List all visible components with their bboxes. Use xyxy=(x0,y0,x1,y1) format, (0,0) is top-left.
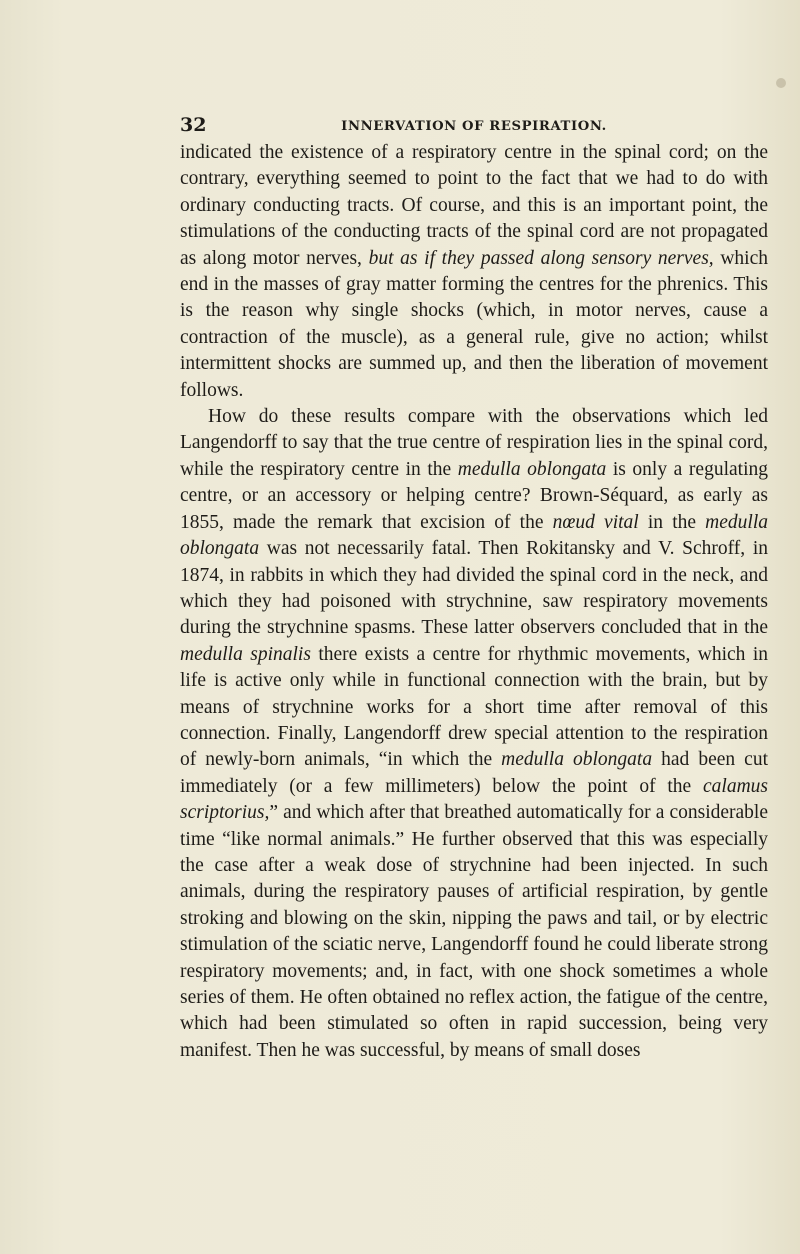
text-run: How do these results compare with the observations which led Langendorff to say that the true centre of respiration lies in the spinal cord, while the respiratory centre in the xyxy=(180,406,768,480)
italic-text: medulla oblongata xyxy=(457,458,607,480)
text-run: indicated the existence of a respiratory centre in the spinal cord; on the contrary, everything seemed to point to the fact that we had to do with ordinary conducting tracts. Of course, and this is an important point, the stimulations of the conducting tracts of the spinal cord are not propagated as along motor nerves, xyxy=(180,142,768,269)
text-run: had been cut immediately (or a few millimeters) below the point of the xyxy=(180,749,768,797)
italic-text: medulla oblongata xyxy=(501,749,653,771)
text-run: which end in the masses of gray matter forming the centres for the phrenics. This is the reason why single shocks (which, in motor nerves, cause a contraction of the muscle), as a general rule, give no action; whilst intermittent shocks are summed up, and then the liberation of movement follows. xyxy=(180,247,769,401)
italic-text: but as if they passed along sensory nerves, xyxy=(368,247,714,269)
text-run: there exists a centre for rhythmic movements, which in life is active only while in functional connection with the brain, but by means of strychnine works for a short time after removal of this connection. Finally, Langendorff drew special attention to the respiration of newly-born animals, “in which the xyxy=(180,643,768,771)
italic-text: medulla oblongata xyxy=(180,511,768,560)
paragraph xyxy=(180,140,768,404)
italic-text: nœud vital xyxy=(552,511,639,533)
text-run: in the xyxy=(638,511,706,533)
italic-text: calamus scriptorius, xyxy=(180,775,768,824)
text-run: ” and which after that breathed automatically for a considerable time “like normal animals.” He further observed that this was especially the case after a weak dose of strychnine had been injected. In such animals, during the respiratory pauses of artificial respiration, by gentle stroking and blowing on the skin, nipping the paws and tail, or by electric stimulation of the sciatic nerve, Langendorff found he could liberate strong respiratory movements; and, in fact, with one shock sometimes a whole series of them. He often obtained no reflex action, the fatigue of the centre, which had been stimulated so often in rapid succession, being very manifest. Then he was successful, by means of small doses xyxy=(180,802,768,1061)
text-run: is only a regulating centre, or an accessory or helping centre? Brown-Séquard, as early as 1855, made the remark that excision of the xyxy=(180,458,768,533)
running-head: INNERVATION OF RESPIRATION. xyxy=(341,119,607,134)
text-run: was not necessarily fatal. Then Rokitansky and V. Schroff, in 1874, in rabbits in which they had divided the spinal cord in the neck, and which they had poisoned with strychnine, saw respiratory movements during the strychnine spasms. These latter observers concluded that in the xyxy=(180,538,768,639)
italic-text: medulla spinalis xyxy=(180,643,311,665)
page-header xyxy=(180,114,768,136)
paragraph xyxy=(180,404,768,1064)
page-number: 32 xyxy=(180,114,207,136)
paper-blemish xyxy=(776,78,786,88)
body-text xyxy=(180,140,768,1064)
